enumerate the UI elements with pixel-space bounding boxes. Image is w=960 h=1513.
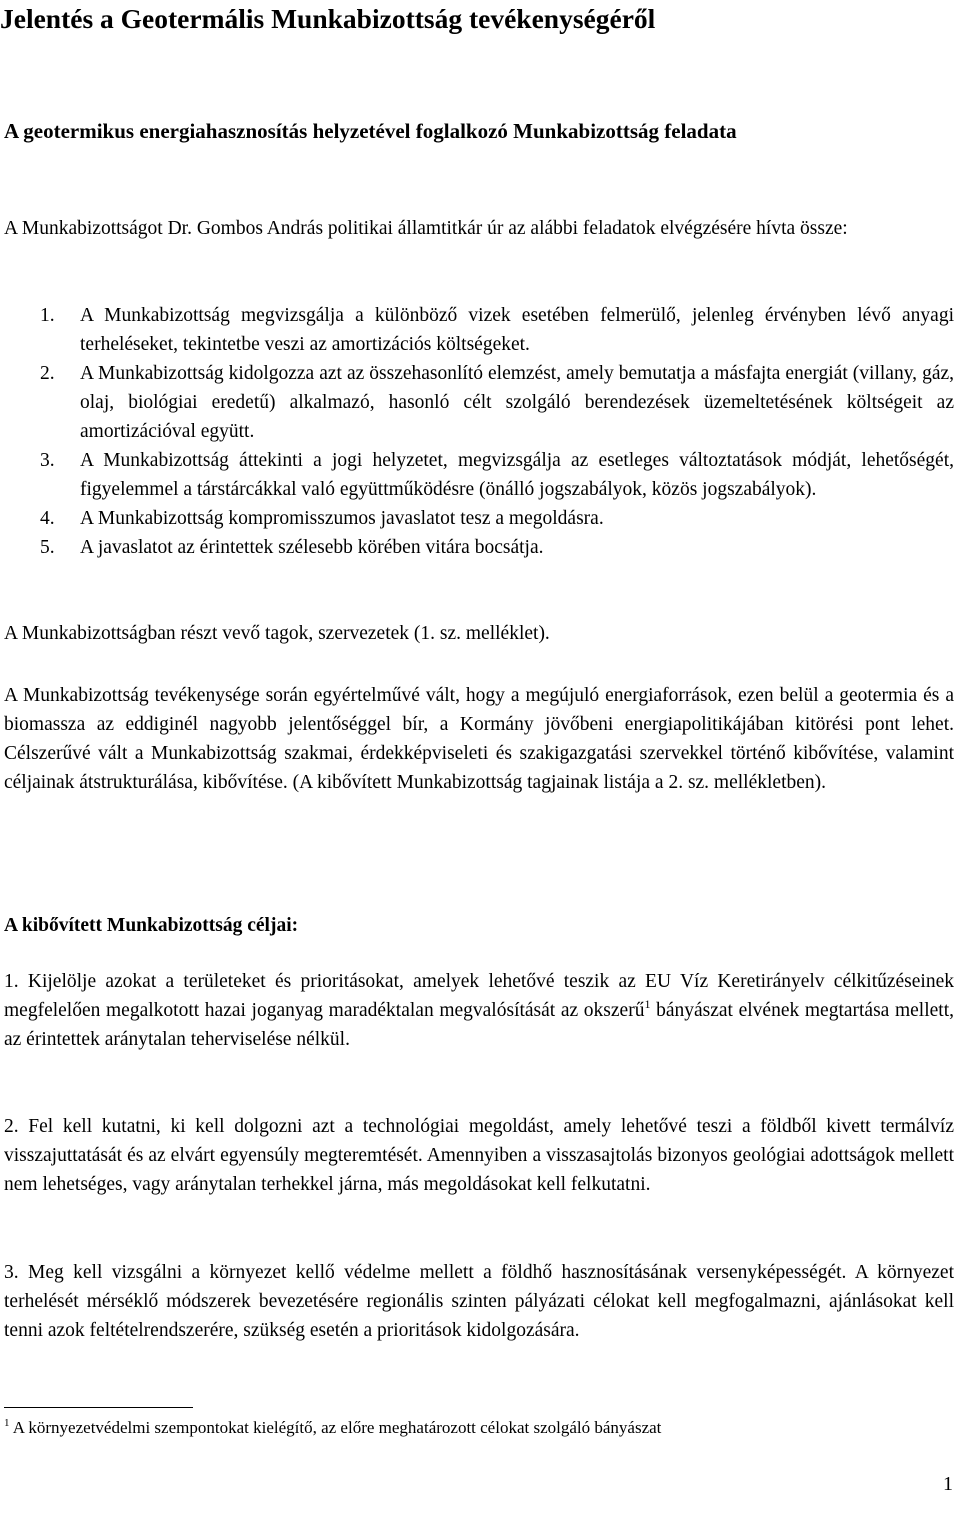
goal-3-paragraph: 3. Meg kell vizsgálni a környezet kellő védelme mellett a földhő hasznosításának versenyképességét. A környezet terhelését mérséklő módszerek bevezetésére regionális szinten pályázati célokat kell megfogalmazni, ajánlásokat kell tenni azok feltételrendszerére, szükség esetén a prioritások kidolgozására. [4,1262,954,1341]
footnote-reference: 1 [644,997,651,1011]
list-item-number: 4. [40,508,55,529]
list-item-text: A Munkabizottság kompromisszumos javaslatot tesz a megoldásra. [80,508,604,529]
goal-1-text: 1. Kijelölje azokat a területeket és prioritásokat, amelyek lehetővé teszik az EU Víz Keretirányelv célkitűzéseinek megfelelően megalkotott hazai joganyag maradéktalan megvalósítását az okszerű [4,971,954,1021]
list-item-text: A Munkabizottság áttekinti a jogi helyzetet, megvizsgálja az esetleges változtatások módját, lehetőségét, figyelemmel a társtárcákkal való együttműködésre (önálló jogszabályok, közös jogszabályok). [80,450,954,500]
activity-paragraph: A Munkabizottság tevékenysége során egyértelművé vált, hogy a megújuló energiaforrások, ezen belül a geotermia és a biomassza az eddiginél nagyobb jelentőséggel bír, a Kormány jövőbeni energiapolitikájában kitörési pont lehet. Célszerűvé vált a Munkabizottság szakmai, érdekképviseleti és szakigazgatási szervekkel történő kibővítése, valamint céljainak átstrukturálása, kibővítése. (A kibővített Munkabizottság tagjainak listája a 2. sz. mellékletben). [4,685,954,793]
task-list [4,301,954,562]
list-item [4,301,954,359]
goal-1-text-continued: bányászat elvének megtartása mellett, az érintettek aránytalan teherviselése nélkül. [4,1000,954,1050]
section-heading: A geotermikus energiahasznosítás helyzetével foglalkozó Munkabizottság feladata [4,119,737,143]
list-item-number: 5. [40,537,55,558]
list-item-number: 3. [40,450,55,471]
goal-1-paragraph [4,967,954,1054]
list-item [4,359,954,446]
list-item-number: 1. [40,305,55,326]
goals-heading: A kibővített Munkabizottság céljai: [4,915,299,936]
members-note: A Munkabizottságban részt vevő tagok, szervezetek (1. sz. melléklet). [4,623,550,644]
footnote-mark: 1 [4,1417,10,1429]
list-item-text: A javaslatot az érintettek szélesebb körében vitára bocsátja. [80,537,544,558]
list-item [4,504,954,533]
intro-paragraph: A Munkabizottságot Dr. Gombos András politikai államtitkár úr az alábbi feladatok elvégzésére hívta össze: [4,218,848,239]
page-title: Jelentés a Geotermális Munkabizottság tevékenységéről [0,3,656,34]
list-item-text: A Munkabizottság kidolgozza azt az összehasonlító elemzést, amely bemutatja a másfajta energiát (villany, gáz, olaj, biológiai eredetű) alkalmazó, hasonló célt szolgáló berendezések üzemeltetésének költségeit az amortizációval együtt. [80,363,954,442]
footnote-separator [4,1407,193,1408]
goal-2-paragraph: 2. Fel kell kutatni, ki kell dolgozni azt a technológiai megoldást, amely lehetővé teszi a földből kivett termálvíz visszajuttatását és az elvárt egyensúly megteremtését. Amennyiben a visszasajtolás bizonyos geológiai adottságok mellett nem lehetséges, vagy aránytalan terhekkel járna, más megoldásokat kell felkutatni. [4,1116,954,1195]
list-item-text: A Munkabizottság megvizsgálja a különböző vizek esetében felmerülő, jelenleg érvényben lévő anyagi terheléseket, tekintetbe veszi az amortizációs költségeket. [80,305,954,355]
list-item [4,446,954,504]
page-number: 1 [943,1473,953,1495]
list-item-number: 2. [40,363,55,384]
list-item [4,533,954,562]
footnote-text: A környezetvédelmi szempontokat kielégítő, az előre meghatározott célokat szolgáló bányászat [9,1418,662,1437]
footnote [4,1416,661,1440]
